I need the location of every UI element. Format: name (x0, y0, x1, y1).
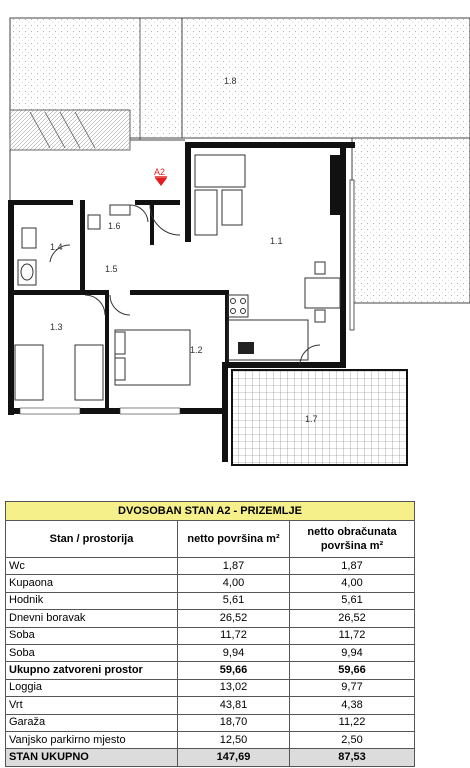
table-row (6, 731, 415, 748)
row-net: 9,94 (178, 644, 290, 661)
row-name: Hodnik (6, 592, 178, 609)
table-row (6, 679, 415, 696)
table-title-row (6, 502, 415, 521)
entrance-marker (154, 167, 167, 186)
row-name: Garaža (6, 714, 178, 731)
staircase (10, 110, 130, 150)
row-calc: 9,77 (290, 679, 415, 696)
table-row (6, 627, 415, 644)
header-net: netto površina m² (178, 521, 290, 558)
table-row-total (6, 749, 415, 766)
room-label-1-3: 1.3 (50, 322, 63, 332)
room-label-1-8: 1.8 (224, 76, 237, 86)
living-room-furniture (195, 155, 340, 365)
row-name: Soba (6, 644, 178, 661)
loggia-area (232, 370, 407, 465)
table-row (6, 610, 415, 627)
row-net: 147,69 (178, 749, 290, 766)
row-net: 11,72 (178, 627, 290, 644)
room-label-1-2: 1.2 (190, 345, 203, 355)
row-net: 5,61 (178, 592, 290, 609)
row-calc: 11,22 (290, 714, 415, 731)
garden-area-right (352, 138, 470, 303)
room-label-1-4: 1.4 (50, 242, 63, 252)
header-room: Stan / prostorija (6, 521, 178, 558)
row-name: Vrt (6, 697, 178, 714)
row-calc: 9,94 (290, 644, 415, 661)
header-calc: netto obračunata površina m² (290, 521, 415, 558)
row-name: Vanjsko parkirno mjesto (6, 731, 178, 748)
row-name: Ukupno zatvoreni prostor (6, 662, 178, 679)
row-name: STAN UKUPNO (6, 749, 178, 766)
row-calc: 26,52 (290, 610, 415, 627)
row-calc: 59,66 (290, 662, 415, 679)
row-calc: 4,38 (290, 697, 415, 714)
room-label-1-1: 1.1 (270, 236, 283, 246)
entrance-label: A2 (154, 167, 166, 177)
table-row-subtotal (6, 662, 415, 679)
room-label-1-5: 1.5 (105, 264, 118, 274)
room-label-1-7: 1.7 (305, 414, 318, 424)
row-net: 43,81 (178, 697, 290, 714)
row-name: Loggia (6, 679, 178, 696)
row-name: Soba (6, 627, 178, 644)
bedroom-furniture (15, 295, 190, 400)
bathroom-fixtures (18, 205, 180, 285)
row-name: Dnevni boravak (6, 610, 178, 627)
row-net: 1,87 (178, 558, 290, 575)
row-net: 59,66 (178, 662, 290, 679)
area-table (5, 501, 415, 767)
row-name: Wc (6, 558, 178, 575)
row-calc: 2,50 (290, 731, 415, 748)
row-net: 26,52 (178, 610, 290, 627)
row-calc: 5,61 (290, 592, 415, 609)
row-net: 13,02 (178, 679, 290, 696)
room-label-1-6: 1.6 (108, 221, 121, 231)
row-net: 4,00 (178, 575, 290, 592)
row-net: 18,70 (178, 714, 290, 731)
row-calc: 4,00 (290, 575, 415, 592)
table-title: DVOSOBAN STAN A2 - PRIZEMLJE (6, 502, 415, 521)
row-net: 12,50 (178, 731, 290, 748)
table-row (6, 558, 415, 575)
table-row (6, 714, 415, 731)
row-calc: 87,53 (290, 749, 415, 766)
row-calc: 1,87 (290, 558, 415, 575)
table-row (6, 697, 415, 714)
row-name: Kupaona (6, 575, 178, 592)
table-row (6, 575, 415, 592)
row-calc: 11,72 (290, 627, 415, 644)
table-header-row (6, 521, 415, 558)
table-row (6, 592, 415, 609)
table-row (6, 644, 415, 661)
